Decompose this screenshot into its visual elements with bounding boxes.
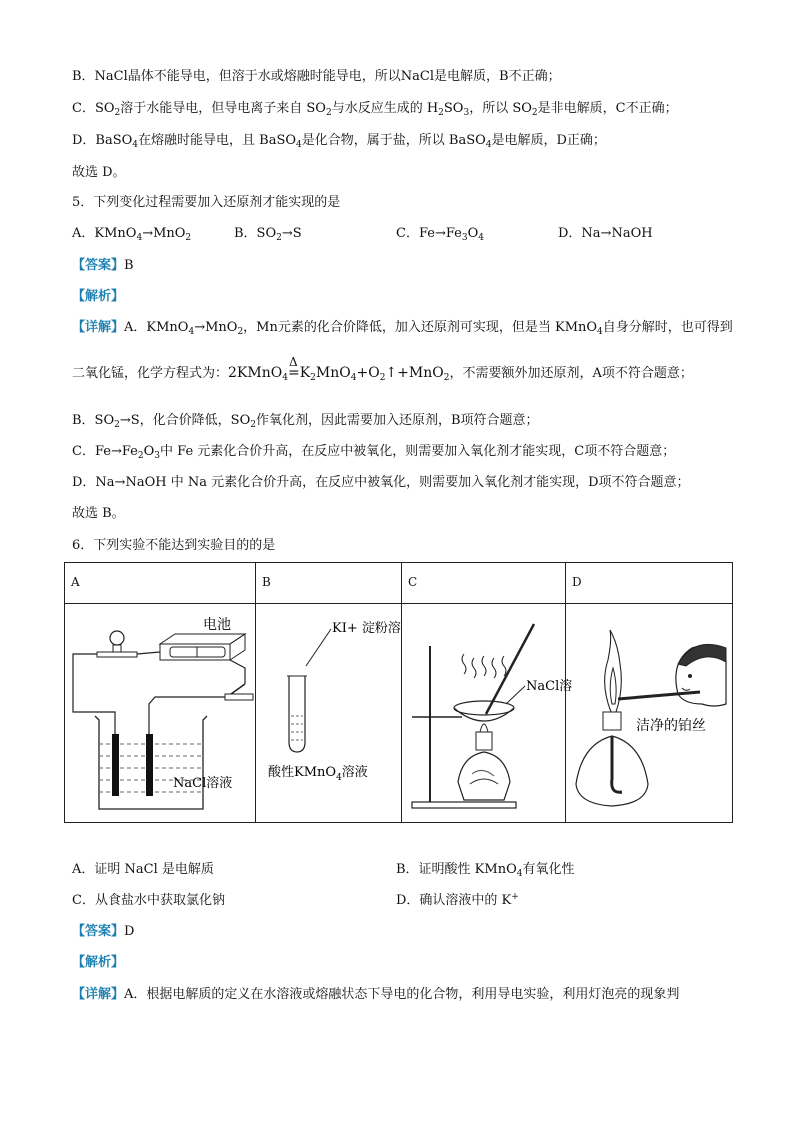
q5-option-b: B．$SO_2\to S$ bbox=[234, 226, 302, 243]
evaporating-dish-icon bbox=[454, 701, 514, 715]
q5-exp-a2: 二氧化锰，化学方程式为：2KMnO$_4$ Δ $=K_2MnO_4+O_2↑+MnO_2$，不需要额外加还原剂，A项不符合题意； bbox=[72, 355, 693, 383]
battery-label: 电池 bbox=[203, 617, 231, 633]
iron-stand-base bbox=[412, 802, 516, 808]
figure-b-cell bbox=[256, 604, 402, 823]
q5-exp-a1: 【详解】A．KMnO$_4$→MnO$_2$，Mn元素的化合价降低，加入还原剂可实现，但是当 KMnO$_4$自身分解时，也可得到 bbox=[72, 320, 733, 337]
q6-exp-a: 【详解】A．根据电解质的定义在水溶液或熔融状态下导电的化合物，利用导电实验，利用灯泡亮的现象判 bbox=[72, 987, 680, 1002]
q6-option-d: D．确认溶液中的 K+ bbox=[396, 892, 519, 908]
choose-b: 故选 B。 bbox=[72, 506, 125, 521]
q5-option-c: C．$Fe\to Fe_3O_4$ bbox=[396, 226, 484, 243]
answer-6: 【答案】D bbox=[72, 924, 135, 939]
answer-5: 【答案】B bbox=[72, 258, 134, 273]
figure-d-cell bbox=[566, 604, 733, 823]
q5-exp-b: B．$SO_2\to S$，化合价降低，$SO_2$作氧化剂，因此需要加入还原剂，B项符合题意； bbox=[72, 413, 539, 430]
question-6: 6．下列实验不能达到实验目的的是 bbox=[72, 538, 276, 553]
q5-exp-d: D．Na→NaOH 中 Na 元素化合价升高，在反应中被氧化，则需要加入氧化剂才能实现，D项不符合题意； bbox=[72, 475, 690, 490]
header-b: B bbox=[256, 563, 402, 604]
nacl-solution-label: NaCl溶液 bbox=[173, 776, 233, 791]
q6-option-a: A．证明 NaCl 是电解质 bbox=[72, 862, 214, 877]
nacl-label-c: NaCl溶 bbox=[526, 679, 573, 694]
flame-test-figure bbox=[566, 604, 732, 822]
analysis-6: 【解析】 bbox=[72, 955, 125, 970]
explanation-b: B．NaCl晶体不能导电，但溶于水或熔融时能导电，所以NaCl是电解质，B不正确； bbox=[72, 69, 561, 84]
acidic-kmno4-label: 酸性KMnO$_4$溶液 bbox=[268, 765, 368, 783]
header-c: C bbox=[402, 563, 566, 604]
q5-option-d: D．Na→NaOH bbox=[558, 226, 653, 241]
explanation-d: D．BaSO$_4$在熔融时能导电，且 BaSO$_4$是化合物，属于盐，所以 BaSO$_4$是电解质，D正确； bbox=[72, 133, 606, 150]
header-d: D bbox=[566, 563, 733, 604]
experiment-table bbox=[64, 562, 733, 823]
explanation-c: C．$SO_2$溶于水能导电，但导电离子来自 $SO_2$与水反应生成的 $H_2SO_3$，所以 $SO_2$是非电解质，C不正确； bbox=[72, 101, 678, 118]
question-5: 5．下列变化过程需要加入还原剂才能实现的是 bbox=[72, 195, 341, 210]
header-a: A bbox=[65, 563, 256, 604]
electrode-right bbox=[146, 734, 153, 796]
switch-icon bbox=[225, 694, 253, 700]
choose-d: 故选 D。 bbox=[72, 165, 126, 180]
analysis-5: 【解析】 bbox=[72, 289, 125, 304]
alcohol-lamp-icon bbox=[458, 752, 510, 800]
figure-a-cell bbox=[65, 604, 256, 823]
ki-starch-label: KI+ 淀粉溶 bbox=[332, 621, 401, 636]
test-tube-figure bbox=[256, 604, 401, 822]
electrode-left bbox=[112, 734, 119, 796]
q5-exp-c: C．$Fe\to Fe_2O_3$中 Fe 元素化合价升高，在反应中被氧化，则需要加入氧化剂才能实现，C项不符合题意； bbox=[72, 444, 676, 461]
conductivity-apparatus-figure bbox=[65, 604, 255, 822]
platinum-wire-icon bbox=[618, 692, 700, 699]
platinum-wire-label: 洁净的铂丝 bbox=[636, 718, 706, 734]
q5-option-a: A．KMnO$_4$→MnO$_2$ bbox=[72, 226, 192, 243]
q6-option-b: B．证明酸性 KMnO$_4$有氧化性 bbox=[396, 862, 575, 879]
figure-c-cell bbox=[402, 604, 573, 823]
q6-option-c: C．从食盐水中获取氯化钠 bbox=[72, 893, 225, 908]
evaporation-figure bbox=[402, 604, 573, 822]
bulb-icon bbox=[110, 631, 124, 645]
test-tube-icon bbox=[289, 676, 305, 752]
